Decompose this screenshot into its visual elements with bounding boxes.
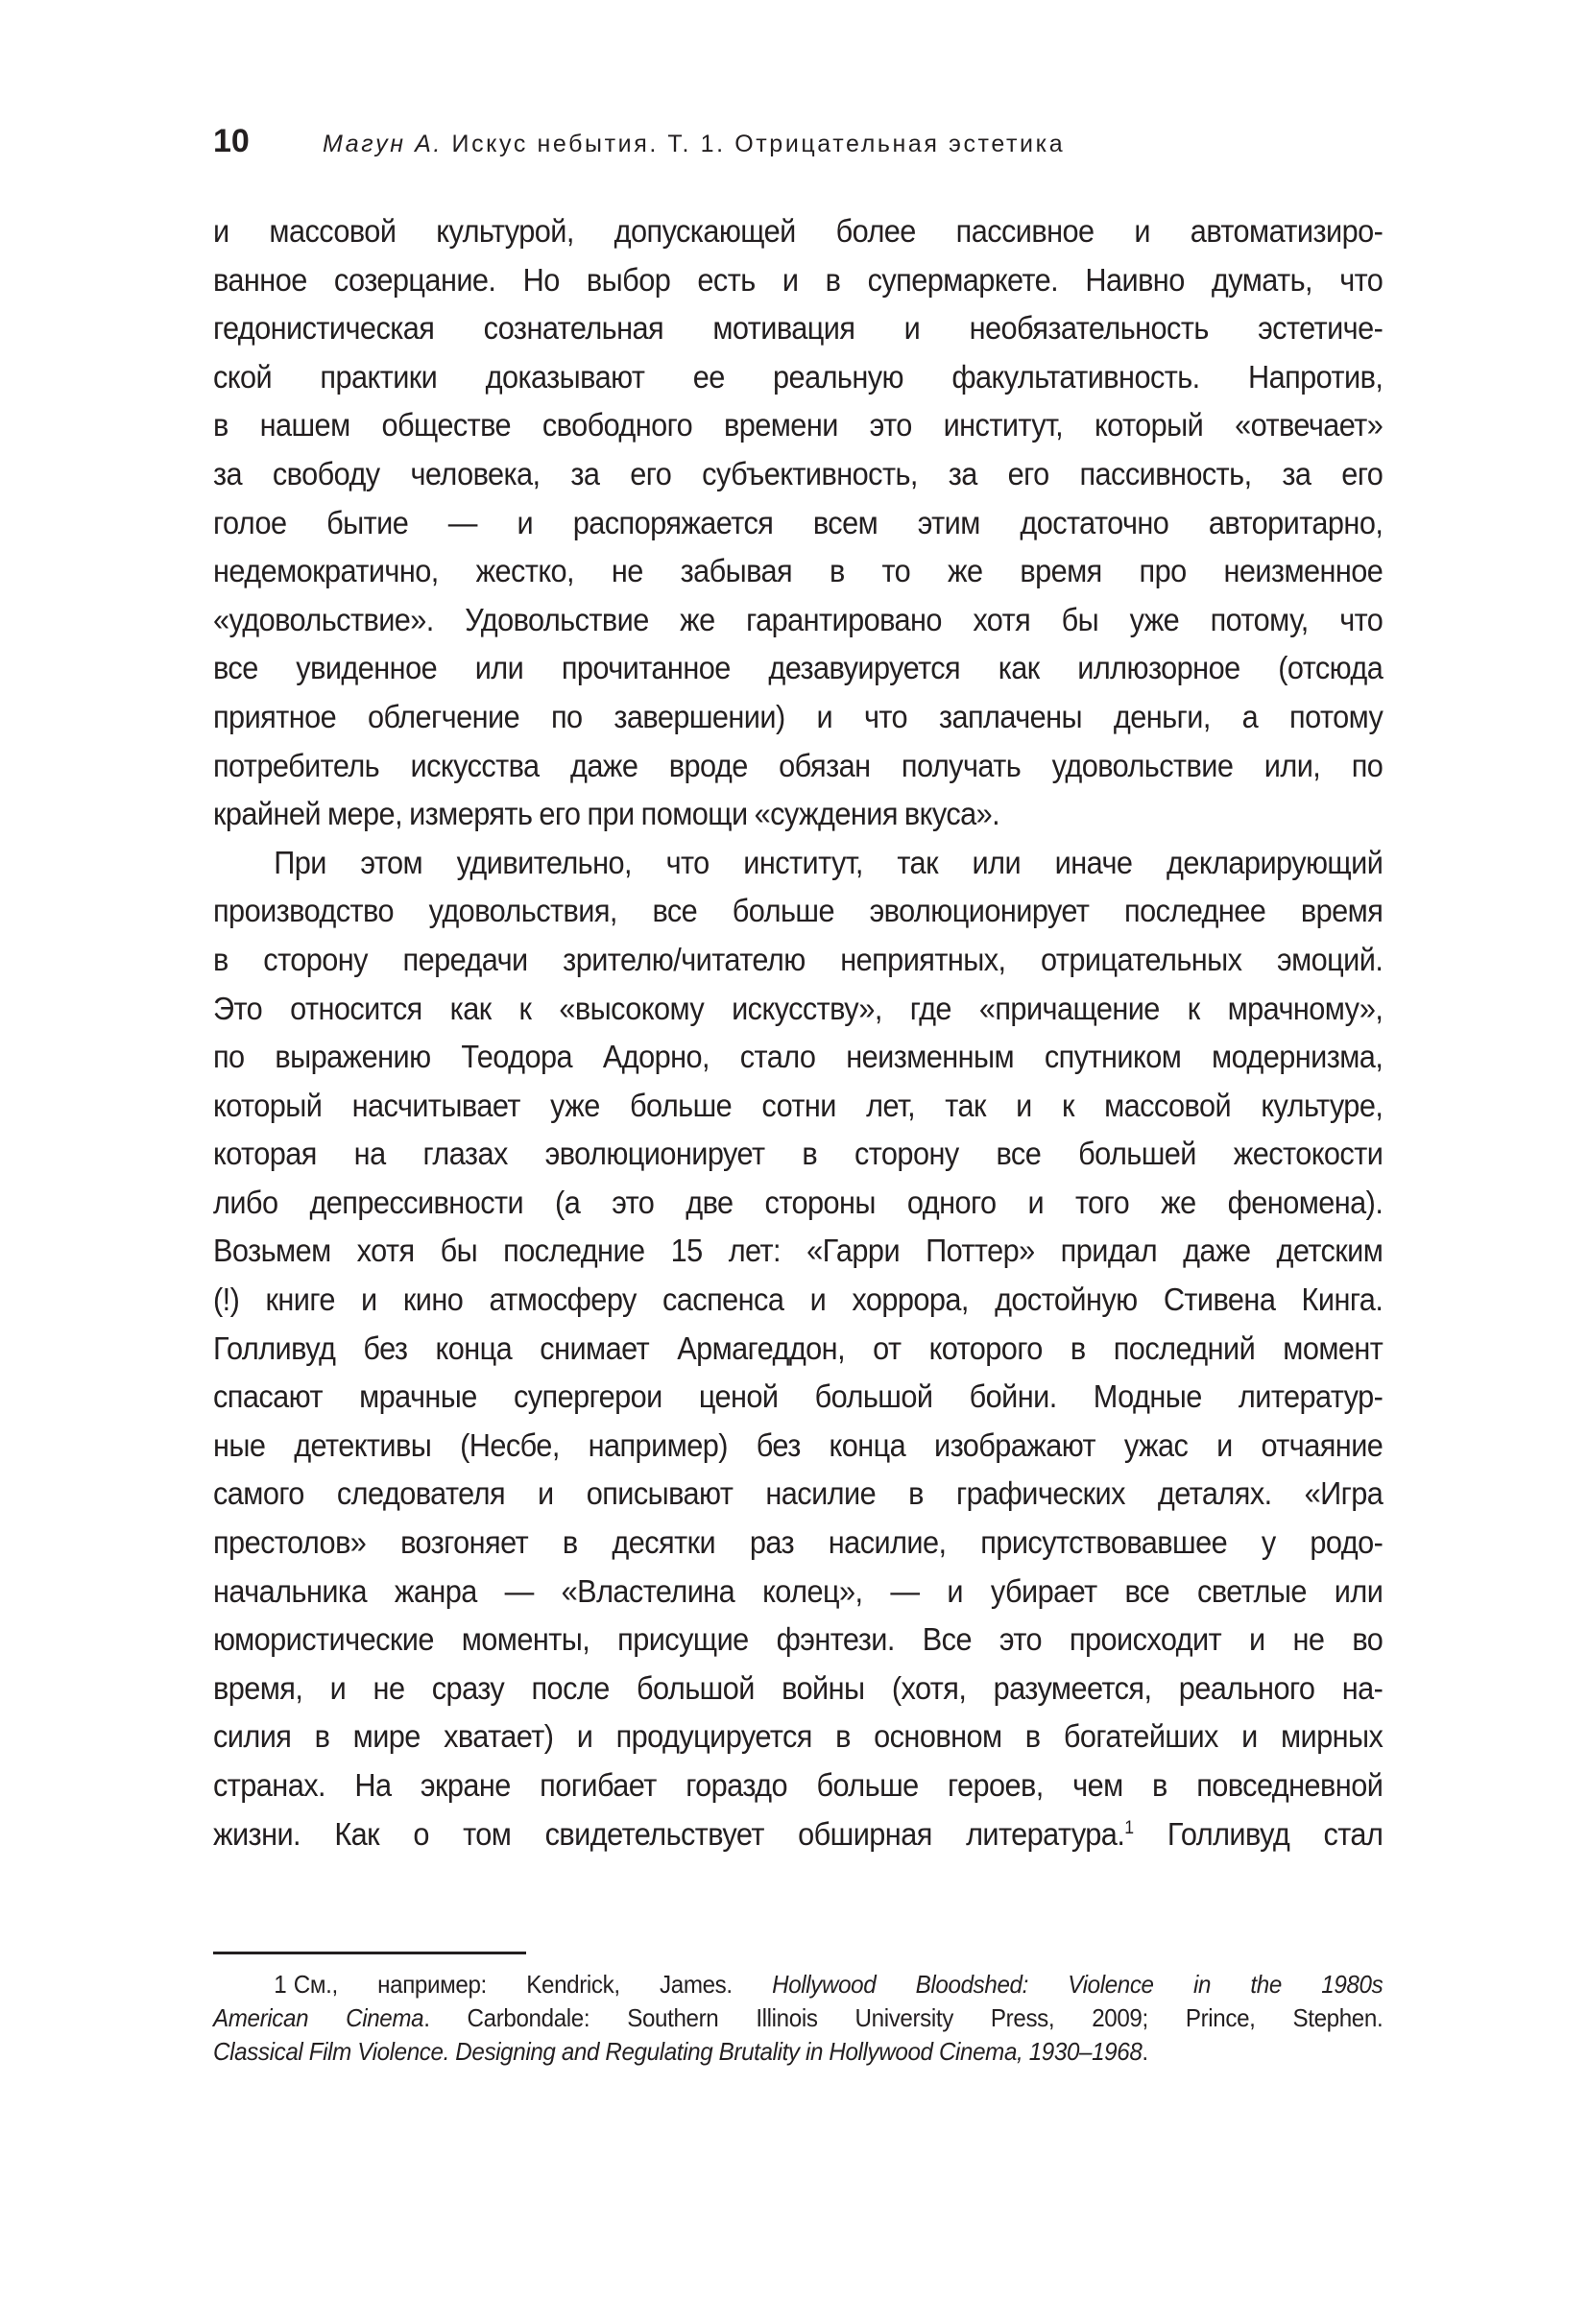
text-line: странах. На экране погибает гораздо больше героев, чем в повседневной (213, 1767, 1383, 1803)
text-segment: Голливуд стал (1133, 1815, 1383, 1852)
text-line: гедонистическая сознательная мотивация и необязательность эстетиче- (213, 310, 1383, 347)
text-line: ской практики доказывают ее реальную факультативность. Напротив, (213, 358, 1383, 395)
main-text (213, 207, 1383, 1858)
footnote-book-title: American Cinema (213, 2003, 424, 2032)
text-line: либо депрессивности (а это две стороны одного и того же феномена). (213, 1184, 1383, 1220)
text-line: Голливуд без конца снимает Армагеддон, от которого в последний момент (213, 1330, 1383, 1366)
text-line-with-footnote-ref (213, 1810, 1383, 1859)
text-line: недемократично, жестко, не забывая в то же время про неизменное (213, 553, 1383, 589)
text-line: которая на глазах эволюционирует в сторону все большей жестокости (213, 1136, 1383, 1172)
footnote-line (213, 1968, 1383, 2001)
text-line: престолов» возгоняет в десятки раз насилие, присутствовавшее у родо- (213, 1524, 1383, 1561)
footnotes (213, 1968, 1383, 2069)
text-line: время, и не сразу после большой войны (хотя, разумеется, реального на- (213, 1669, 1383, 1706)
text-line: юмористические моменты, присущие фэнтези. Все это происходит и не во (213, 1621, 1383, 1658)
text-line: спасают мрачные супергерои ценой большой бойни. Модные литератур- (213, 1378, 1383, 1415)
text-line: за свободу человека, за его субъективность, за его пассивность, за его (213, 455, 1383, 491)
text-line: самого следователя и описывают насилие в графических деталях. «Игра (213, 1475, 1383, 1512)
footnote-line (213, 2001, 1383, 2035)
text-line: ные детективы (Несбе, например) без конца изображают ужас и отчаяние (213, 1426, 1383, 1463)
text-line: крайней мере, измерять его при помощи «суждения вкуса». (213, 796, 1000, 832)
text-line: потребитель искусства даже вроде обязан получать удовольствие или, по (213, 747, 1383, 783)
paragraph-2 (213, 839, 1383, 1858)
text-line: (!) книге и кино атмосферу саспенса и хоррора, достойную Стивена Кинга. (213, 1282, 1383, 1318)
footnote-reference[interactable]: 1 (1124, 1817, 1134, 1838)
footnote-text: . (1142, 2037, 1148, 2066)
text-line: ванное созерцание. Но выбор есть и в супермаркете. Наивно думать, что (213, 261, 1383, 298)
footnote-book-title: Classical Film Violence. Designing and Regulating Brutality in Hollywood Cinema, 1930–1968 (213, 2037, 1143, 2066)
book-title: Искус небытия. Т. 1. Отрицательная эстетика (442, 131, 1066, 157)
text-line: голое бытие — и распоряжается всем этим достаточно авторитарно, (213, 504, 1383, 540)
text-line: Возьмем хотя бы последние 15 лет: «Гарри Поттер» придал даже детским (213, 1233, 1383, 1269)
running-head (213, 123, 1065, 165)
text-line: производство удовольствия, все больше эволюционирует последнее время (213, 893, 1383, 929)
text-line: который насчитывает уже больше сотни лет, так и к массовой культуре, (213, 1087, 1383, 1123)
page-number: 10 (213, 123, 250, 159)
text-line: приятное облегчение по завершении) и что заплачены деньги, а потому (213, 698, 1383, 734)
author-name: Магун А. (323, 131, 443, 157)
footnote-book-title: Hollywood Bloodshed: Violence in the 1980s (772, 1970, 1383, 1999)
text-segment: жизни. Как о том свидетельствует обширная литература. (213, 1815, 1125, 1852)
text-line: силия в мире хватает) и продуцируется в основном в богатейших и мирных (213, 1718, 1383, 1755)
text-line: все увиденное или прочитанное дезавуируется как иллюзорное (отсюда (213, 650, 1383, 686)
footnote-text: См., например: Kendrick, James. (293, 1970, 773, 1999)
footnote-line (213, 2035, 1383, 2069)
text-line: и массовой культурой, допускающей более пассивное и автоматизиро- (213, 213, 1383, 249)
running-title (323, 131, 1065, 158)
text-line: в сторону передачи зрителю/читателю неприятных, отрицательных эмоций. (213, 941, 1383, 977)
paragraph-1 (213, 207, 1383, 839)
text-line: «удовольствие». Удовольствие же гарантировано хотя бы уже потому, что (213, 601, 1383, 637)
footnote-separator (213, 1952, 526, 1954)
footnote-text: . Carbondale: Southern Illinois University Press, 2009; Prince, Stephen. (423, 2003, 1383, 2032)
text-line: При этом удивительно, что институт, так или иначе декларирующий (274, 844, 1383, 880)
text-line: в нашем обществе свободного времени это институт, который «отвечает» (213, 407, 1383, 443)
text-line: по выражению Теодора Адорно, стало неизменным спутником модернизма, (213, 1039, 1383, 1075)
footnote-number: 1 (274, 1970, 287, 1999)
text-line: начальника жанра — «Властелина колец», — и убирает все светлые или (213, 1572, 1383, 1609)
text-line: Это относится как к «высокому искусству», где «причащение к мрачному», (213, 990, 1383, 1026)
